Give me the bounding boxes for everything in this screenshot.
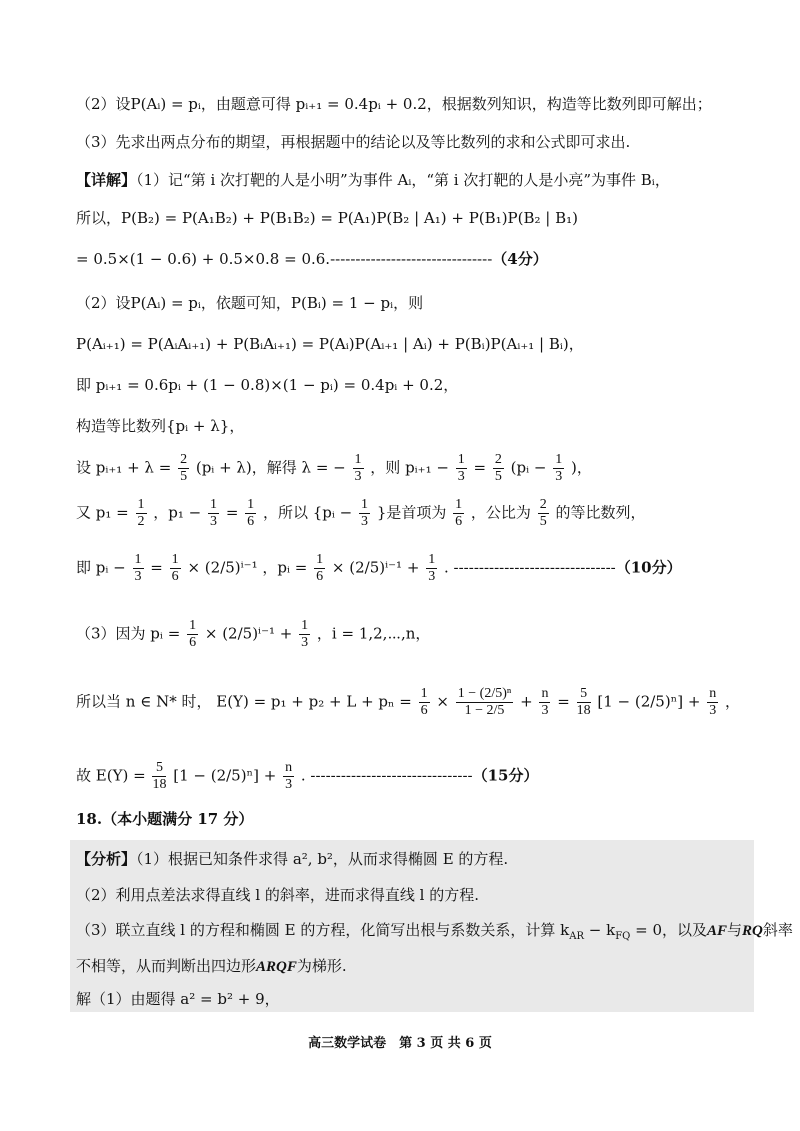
- subscript: AR: [569, 931, 584, 942]
- text: +: [687, 692, 701, 711]
- analysis-line-3: （3）先求出两点分布的期望，再根据题中的结论以及等比数列的求和公式即可求出.: [76, 133, 631, 151]
- question-heading: 18.（本小题满分 17 分）: [76, 810, 254, 828]
- text: =: [150, 558, 163, 577]
- part2-line-3: 即 pᵢ₊₁ = 0.6pᵢ + (1 − 0.8)×(1 − pᵢ) = 0.4pᵢ + 0.2，: [76, 376, 459, 394]
- part3-line-2: [76, 686, 740, 719]
- segment-af: AF: [707, 923, 728, 939]
- text: 又 p₁ =: [76, 503, 129, 522]
- score-label: （4分）: [492, 250, 548, 268]
- score-label: （15分）: [472, 766, 539, 785]
- text: [1 − (2/5)ⁿ]: [173, 766, 259, 785]
- text: ×: [204, 624, 218, 643]
- part2-line-1: （2）设P(Aᵢ) = pᵢ，依题可知，P(Bᵢ) = 1 − pᵢ，则: [76, 294, 424, 312]
- text: =: [473, 458, 487, 477]
- fraction-n-third: $\frac{n}{3}$: [541, 686, 549, 718]
- text: 即 pᵢ −: [76, 558, 126, 577]
- dash-line: --------------------------------: [330, 250, 493, 268]
- text: 斜率: [762, 921, 793, 939]
- text: ×: [331, 558, 345, 577]
- quadrilateral-arqf: ARQF: [256, 959, 297, 975]
- part2-line-2: P(Aᵢ₊₁) = P(AᵢAᵢ₊₁) + P(BᵢAᵢ₊₁) = P(Aᵢ)P(Aᵢ₊₁ | Aᵢ) + P(Bᵢ)P(Aᵢ₊₁ | Bᵢ)，: [76, 335, 584, 353]
- text: （3）联立直线 l 的方程和椭圆 E 的方程，化简写出根与系数关系，计算 k: [76, 921, 570, 939]
- power-term: (2/5)ⁱ⁻¹: [222, 624, 275, 643]
- text: [1 − (2/5)ⁿ]: [597, 692, 684, 711]
- text: 所以当 n ∈ N* 时，: [76, 692, 212, 711]
- text: E(Y) = p₁ + p₂ + L + pₙ =: [216, 692, 412, 711]
- text: .: [443, 558, 449, 577]
- fraction-five-eighteenths: $\frac{5}{18}$: [576, 686, 591, 718]
- fraction-one-third: $\frac{1}{3}$: [301, 618, 309, 650]
- fraction-one-half: $\frac{1}{2}$: [137, 497, 145, 529]
- text: {pᵢ −: [312, 503, 353, 522]
- part2-line-4: 构造等比数列{pᵢ + λ}，: [76, 417, 245, 435]
- analysis-line-4: [76, 955, 347, 978]
- fraction-two-fifths: $\frac{2}{5}$: [494, 452, 502, 484]
- text: ，pᵢ =: [262, 558, 308, 577]
- text: +: [263, 766, 277, 785]
- part3-line-1: [76, 618, 430, 651]
- fraction-geometric-sum: $\frac{\text{1 − (2/5)ⁿ}}{1 - 2/5}$: [457, 686, 512, 718]
- fraction-one-sixth: $\frac{1}{6}$: [420, 686, 428, 718]
- dash-line: --------------------------------: [310, 766, 473, 785]
- power-term: (2/5)ⁱ⁻¹: [349, 558, 403, 577]
- fraction-one-third: $\frac{1}{3}$: [210, 497, 218, 529]
- fraction-one-sixth: $\frac{1}{6}$: [171, 552, 179, 584]
- analysis-line-3: [76, 919, 793, 948]
- analysis-line-1: [76, 848, 508, 870]
- page-footer: 高三数学试卷 第 3 页 共 6 页: [308, 1036, 492, 1051]
- text: }是首项为: [376, 503, 447, 522]
- text: 的等比数列，: [555, 503, 646, 522]
- fraction-five-eighteenths: $\frac{5}{18}$: [152, 760, 167, 792]
- text: 设 pᵢ₊₁ + λ =: [76, 458, 172, 477]
- text: − k: [584, 921, 616, 939]
- text: +: [406, 558, 420, 577]
- fraction-one-sixth: $\frac{1}{6}$: [189, 618, 197, 650]
- part2-line-5: [76, 452, 592, 485]
- power-term: (2/5)ⁱ⁻¹: [204, 558, 258, 577]
- detail-heading: 【详解】: [76, 171, 137, 189]
- text: ×: [187, 558, 201, 577]
- text: =: [557, 692, 570, 711]
- analysis-heading: 【分析】: [76, 850, 137, 868]
- fraction-one-third: $\frac{1}{3}$: [134, 552, 142, 584]
- fraction-one-third: $\frac{1}{3}$: [457, 452, 465, 484]
- part2-line-6: [76, 497, 646, 530]
- text: ，i = 1,2,⋯,n，: [316, 624, 431, 643]
- fraction-one-sixth: $\frac{1}{6}$: [247, 497, 255, 529]
- dash-line: --------------------------------: [453, 558, 616, 577]
- fraction-one-sixth: $\frac{1}{6}$: [316, 552, 324, 584]
- fraction-two-fifths: $\frac{2}{5}$: [539, 497, 547, 529]
- fraction-n-third: $\frac{n}{3}$: [285, 760, 293, 792]
- text: （1）根据已知条件求得 a², b²，从而求得椭圆 E 的方程.: [136, 850, 509, 868]
- text: +: [520, 692, 533, 711]
- text: 故 E(Y) =: [76, 766, 146, 785]
- fraction-n-third: $\frac{n}{3}$: [709, 686, 717, 718]
- analysis-line-2: （2）利用点差法求得直线 l 的斜率，进而求得直线 l 的方程.: [76, 886, 479, 904]
- score-label: （10分）: [615, 558, 682, 577]
- text: 与: [727, 921, 743, 939]
- part3-line-3: [76, 760, 538, 793]
- text: (pᵢ −: [510, 458, 547, 477]
- text: ×: [436, 692, 449, 711]
- text: （3）因为 pᵢ =: [76, 624, 181, 643]
- detail-line-1: [76, 169, 670, 191]
- fraction-one-sixth: $\frac{1}{6}$: [455, 497, 463, 529]
- solution-line-1: 解（1）由题得 a² = b² + 9，: [76, 990, 280, 1008]
- fraction-one-third: $\frac{1}{3}$: [555, 452, 563, 484]
- text: )，: [571, 458, 592, 477]
- text: ，: [724, 692, 740, 711]
- text: = 0，以及: [630, 921, 707, 939]
- detail-line-3: [76, 248, 548, 270]
- text: =: [225, 503, 239, 522]
- text: (pᵢ + λ)，解得 λ = −: [195, 458, 346, 477]
- equation: = 0.5×(1 − 0.6) + 0.5×0.8 = 0.6.: [76, 250, 331, 268]
- text: +: [279, 624, 293, 643]
- part2-line-7: [76, 552, 682, 585]
- fraction-one-third: $\frac{1}{3}$: [428, 552, 436, 584]
- text: .: [300, 766, 306, 785]
- fraction-one-third: $\frac{1}{3}$: [361, 497, 369, 529]
- text: 为梯形.: [296, 957, 347, 975]
- text: ，则 pᵢ₊₁ −: [370, 458, 449, 477]
- text: ，p₁ −: [153, 503, 202, 522]
- fraction-two-fifths: $\frac{2}{5}$: [180, 452, 188, 484]
- subscript: FQ: [615, 931, 631, 942]
- text: 不相等，从而判断出四边形: [76, 957, 257, 975]
- text: ，所以: [262, 503, 308, 522]
- detail-line-2: 所以，P(B₂) = P(A₁B₂) + P(B₁B₂) = P(A₁)P(B₂ | A₁) + P(B₁)P(B₂ | B₁): [76, 209, 579, 227]
- text: ，公比为: [470, 503, 531, 522]
- analysis-line-2: （2）设P(Aᵢ) = pᵢ，由题意可得 pᵢ₊₁ = 0.4pᵢ + 0.2，根据数列知识，构造等比数列即可解出；: [76, 95, 712, 113]
- detail-text: （1）记“第 i 次打靶的人是小明”为事件 Aᵢ，“第 i 次打靶的人是小亮”为事件 Bᵢ，: [136, 171, 670, 189]
- fraction-one-third: $\frac{1}{3}$: [354, 452, 362, 484]
- segment-rq: RQ: [742, 923, 763, 939]
